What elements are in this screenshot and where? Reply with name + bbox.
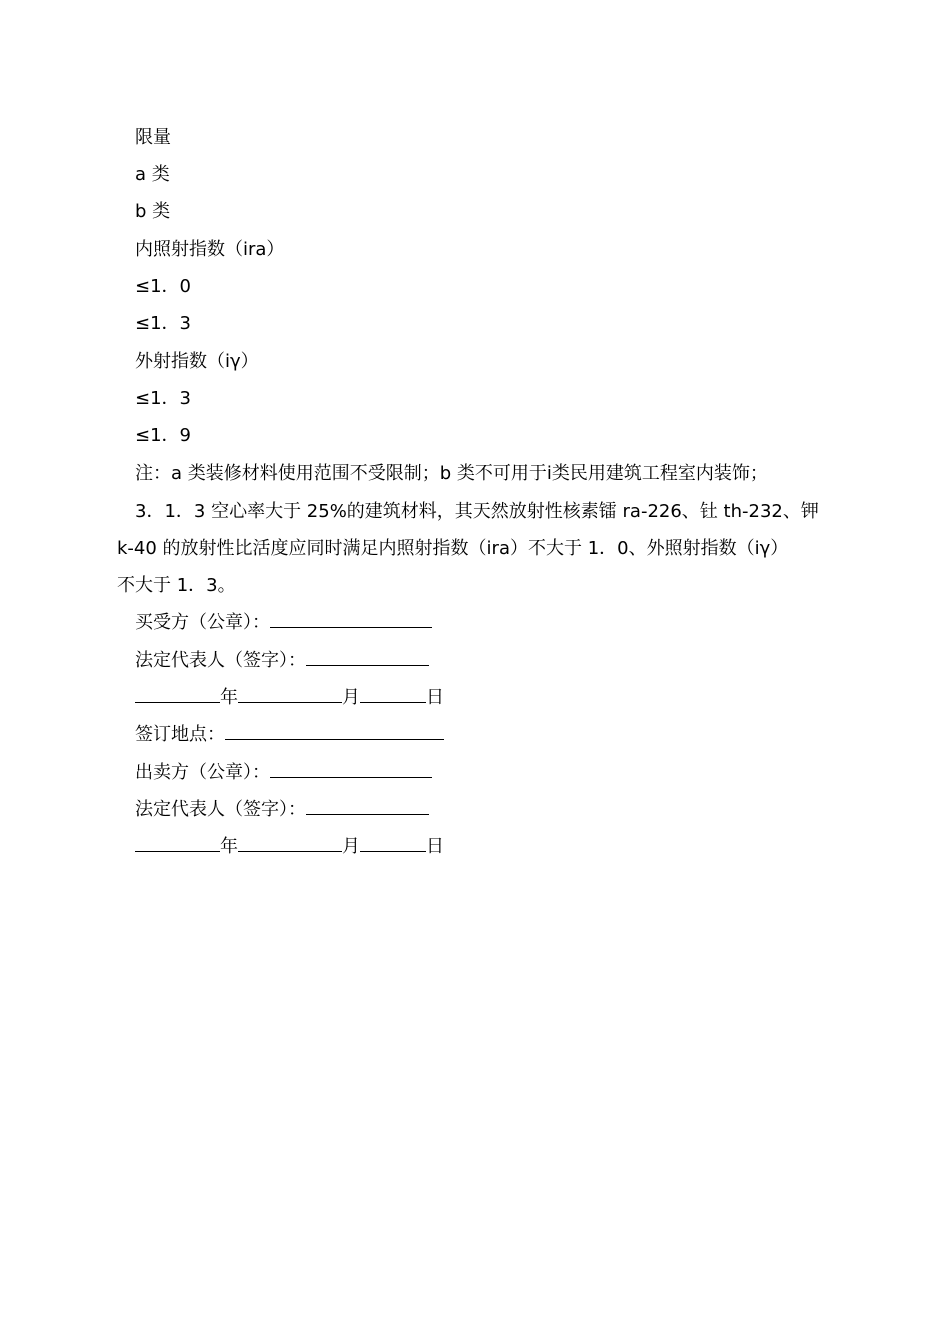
signing-place-blank[interactable] [225,723,444,740]
signing-place-line [135,723,444,747]
table-line-external-index: 外射指数（iγ） [135,351,259,372]
table-line-value: ≤1．3 [135,313,191,334]
table-line-limit: 限量 [135,127,171,148]
seller-seal-label: 出卖方（公章）： [135,762,270,783]
clause-line-1: 3．1．3 空心率大于 25%的建筑材料，其天然放射性核素镭 ra-226、钍 th-232、钾 [135,501,819,522]
seller-seal-blank[interactable] [270,761,432,778]
buyer-date-line [135,686,444,710]
month-blank[interactable] [238,835,342,852]
day-blank[interactable] [360,835,426,852]
table-line-class-b: b 类 [135,201,171,222]
buyer-rep-blank[interactable] [306,649,429,666]
buyer-rep-line [135,649,429,673]
day-label: 日 [426,836,444,857]
table-line-class-a: a 类 [135,164,170,185]
buyer-seal-blank[interactable] [270,611,432,628]
day-blank[interactable] [360,686,426,703]
buyer-seal-label: 买受方（公章）： [135,612,270,633]
month-blank[interactable] [238,686,342,703]
buyer-seal-line [135,611,432,635]
seller-seal-line [135,761,432,785]
year-blank[interactable] [135,686,220,703]
table-line-value: ≤1．3 [135,388,191,409]
year-label: 年 [220,687,238,708]
day-label: 日 [426,687,444,708]
year-label: 年 [220,836,238,857]
seller-rep-label: 法定代表人（签字）： [135,799,306,820]
clause-paragraph [117,493,837,604]
table-line-value: ≤1．9 [135,425,191,446]
table-line-value: ≤1．0 [135,276,191,297]
seller-rep-line [135,798,429,822]
signing-place-label: 签订地点： [135,724,225,745]
year-blank[interactable] [135,835,220,852]
month-label: 月 [342,687,360,708]
clause-line-2: k-40 的放射性比活度应同时满足内照射指数（ira）不大于 1．0、外照射指数（iγ） [117,538,789,559]
seller-date-line [135,835,444,859]
buyer-rep-label: 法定代表人（签字）： [135,650,306,671]
month-label: 月 [342,836,360,857]
table-line-internal-index: 内照射指数（ira） [135,239,285,260]
note-text: 注：a 类装修材料使用范围不受限制；b 类不可用于ⅰ类民用建筑工程室内装饰； [135,463,768,484]
clause-line-3: 不大于 1．3。 [117,575,236,596]
seller-rep-blank[interactable] [306,798,429,815]
